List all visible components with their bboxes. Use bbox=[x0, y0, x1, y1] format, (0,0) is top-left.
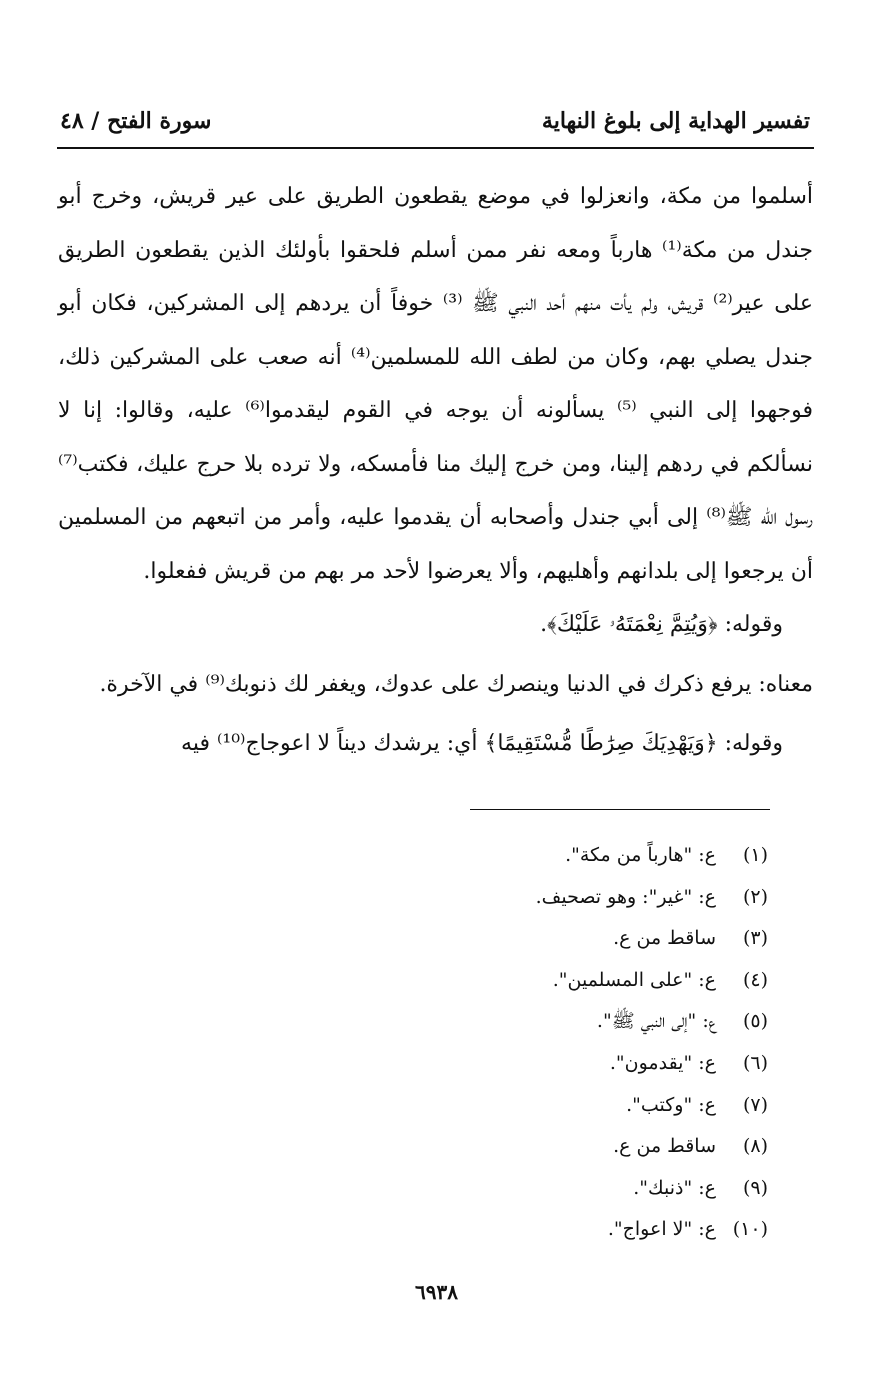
footnote-number: (٢) bbox=[742, 885, 768, 908]
main-text bbox=[58, 170, 813, 771]
footnote-number: (٧) bbox=[742, 1093, 768, 1116]
footnote-text: ساقط من ع. bbox=[613, 1135, 716, 1158]
footnote-text: ع: "لا اعواج". bbox=[607, 1218, 716, 1241]
book-title: تفسير الهداية إلى بلوغ النهاية bbox=[541, 108, 810, 134]
footnote-text: ع: "يقدمون". bbox=[609, 1051, 716, 1074]
footnote-number: (٥) bbox=[742, 1010, 768, 1033]
footnote-divider bbox=[470, 809, 770, 810]
footnote-item bbox=[536, 1126, 768, 1168]
footnote-item bbox=[536, 877, 768, 919]
footnote-item bbox=[536, 835, 768, 877]
footnotes-list bbox=[536, 835, 768, 1251]
footnote-text: ع: "ذنبك". bbox=[633, 1176, 716, 1199]
footnote-item bbox=[536, 960, 768, 1002]
footnote-number: (١٠) bbox=[732, 1218, 768, 1241]
footnote-text: ع: "غير": وهو تصحيف. bbox=[535, 885, 716, 908]
footnote-text: ساقط من ع. bbox=[613, 927, 716, 950]
footnote-number: (٨) bbox=[742, 1135, 768, 1158]
footnote-text: ع: "هارباً من مكة". bbox=[565, 844, 716, 866]
footnote-text: ع: "إلى النبي ﷺ". bbox=[596, 1010, 716, 1033]
header-divider bbox=[57, 147, 814, 149]
paragraph-3: معناه: يرفع ذكرك في الدنيا وينصرك على عدوك، ويغفر لك ذنوبك⁽⁹⁾ في الآخرة. bbox=[99, 671, 813, 697]
footnote-item bbox=[536, 1168, 768, 1210]
footnote-item bbox=[536, 1043, 768, 1085]
footnote-number: (١) bbox=[742, 844, 768, 866]
footnote-text: ع: "وكتب". bbox=[626, 1093, 716, 1116]
footnote-text: ع: "على المسلمين". bbox=[552, 968, 716, 991]
footnote-item bbox=[536, 1001, 768, 1043]
page-number: ٦٩٣٨ bbox=[415, 1280, 458, 1304]
paragraph-2: وقوله: ﴿وَيُتِمَّ نِعْمَتَهُۥ عَلَيْكَ﴾. bbox=[540, 612, 783, 637]
paragraph-4: وقوله: ﴿وَيَهْدِيَكَ صِرَٰطًا مُّسْتَقِيمًا﴾ أي: يرشدك ديناً لا اعوجاج⁽¹⁰⁾ فيه bbox=[181, 731, 783, 756]
footnote-item bbox=[536, 1085, 768, 1127]
paragraph-1: أسلموا من مكة، وانعزلوا في موضع يقطعون الطريق على عير قريش، وخرج أبو جندل من مكة⁽¹⁾ هارباً ومعه نفر ممن أسلم فلحقوا بأولئك الذين يقطعون الطريق على عير⁽²⁾ قريش، ولم يأت منهم أحد النبي ﷺ ⁽³⁾ خوفاً أن يردهم إلى المشركين، فكان أبو جندل يصلي بهم، وكان من لطف الله للمسلمين⁽⁴⁾ أنه صعب على المشركين ذلك، فوجهوا إلى النبي ⁽⁵⁾ يسألونه أن يوجه في القوم ليقدموا⁽⁶⁾ عليه، وقالوا: إنا لا نسألكم في ردهم إلينا، ومن خرج إليك منا فأمسكه، ولا ترده بلا حرج عليك، فكتب⁽⁷⁾ رسول الله ﷺ⁽⁸⁾ إلى أبي جندل وأصحابه أن يقدموا عليه، وأمر من اتبعهم من المسلمين أن يرجعوا إلى بلدانهم وأهليهم، وألا يعرضوا لأحد مر بهم من قريش ففعلوا. bbox=[58, 184, 814, 584]
running-header bbox=[60, 108, 810, 134]
footnote-number: (٩) bbox=[742, 1176, 768, 1199]
footnote-item bbox=[536, 918, 768, 960]
footnote-number: (٣) bbox=[742, 927, 768, 950]
footnote-number: (٦) bbox=[742, 1051, 768, 1074]
surah-page-label: سورة الفتح / ٤٨ bbox=[60, 108, 212, 134]
footnote-item bbox=[536, 1209, 768, 1251]
footnote-number: (٤) bbox=[742, 968, 768, 991]
